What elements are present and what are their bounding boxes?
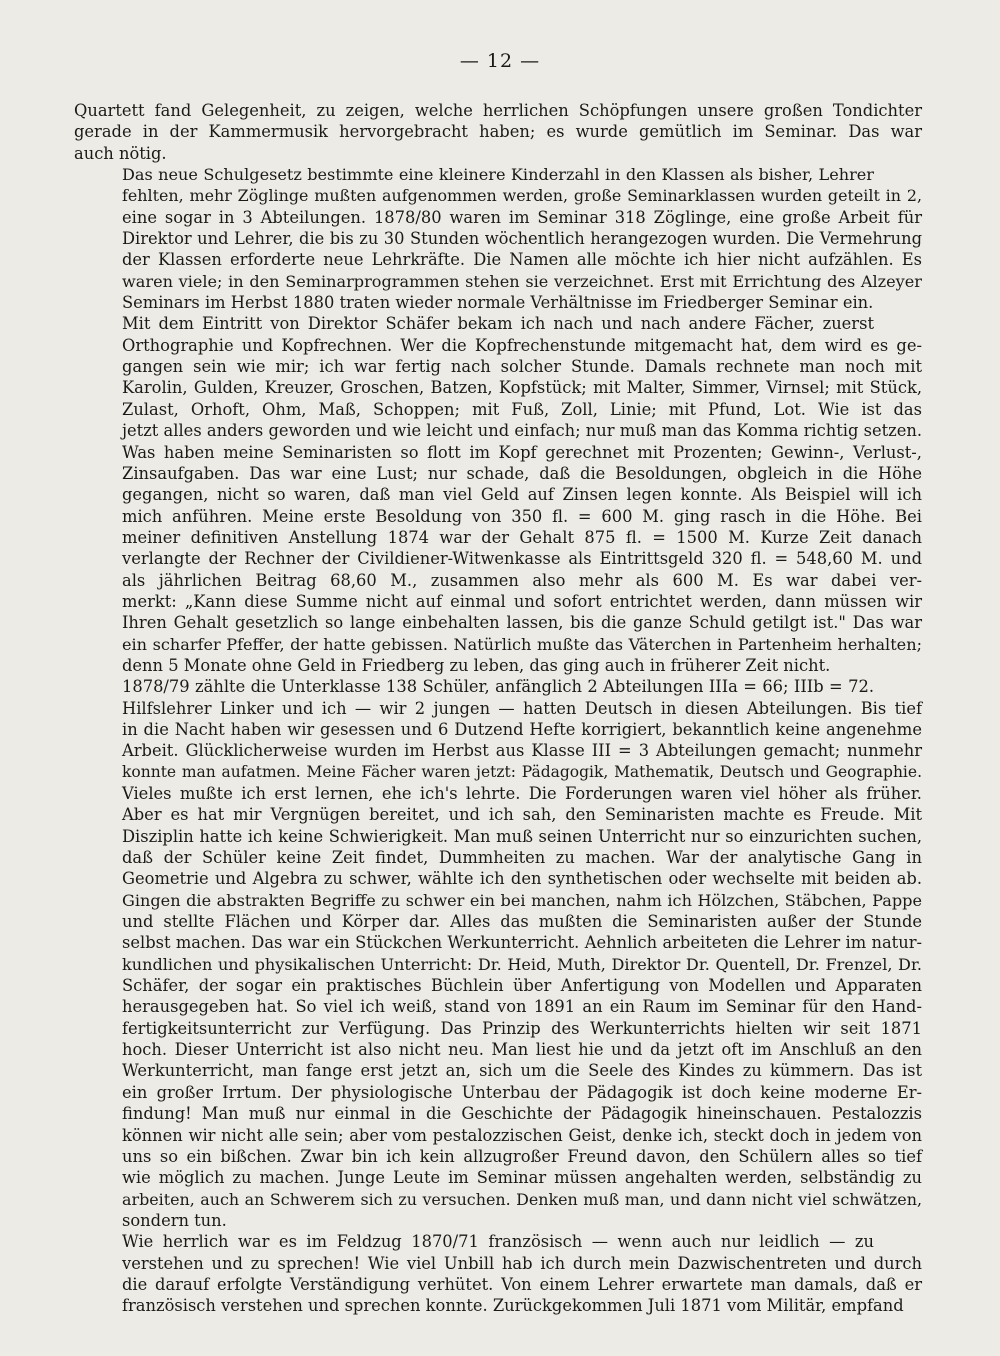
text-line: in die Nacht haben wir gesessen und 6 Dutzend Hefte korrigiert, bekanntlich keine angenehme xyxy=(122,719,922,739)
text-line: können wir nicht alle sein; aber vom pestalozzischen Geist, denke ich, steckt doch in jedem von xyxy=(122,1125,922,1145)
text-line: meiner definitiven Anstellung 1874 war der Gehalt 875 fl. = 1500 M. Kurze Zeit danach xyxy=(122,527,922,547)
text-line: Karolin, Gulden, Kreuzer, Groschen, Batzen, Kopfstück; mit Malter, Simmer, Virnsel; mit Stück, xyxy=(122,378,922,398)
text-line: selbst machen. Das war ein Stückchen Werkunterricht. Aehnlich arbeiteten die Lehrer im natur- xyxy=(122,933,922,953)
text-line: Aber es hat mir Vergnügen bereitet, und ich sah, den Seminaristen machte es Freude. Mit xyxy=(122,805,922,825)
text-line: jetzt alles anders geworden und wie leicht und einfach; nur muß man das Komma richtig setzen. xyxy=(122,421,922,441)
text-line: Hilfslehrer Linker und ich — wir 2 jungen — hatten Deutsch in diesen Abteilungen. Bis tief xyxy=(122,698,922,718)
paragraph xyxy=(74,1231,922,1316)
text-line: Wie herrlich war es im Feldzug 1870/71 französisch — wenn auch nur leidlich — zu xyxy=(122,1232,874,1252)
text-line: ein scharfer Pfeffer, der hatte gebissen. Natürlich mußte das Väterchen in Partenheim herhalten; xyxy=(122,634,922,654)
text-line: wie möglich zu machen. Junge Leute im Seminar müssen angehalten werden, selbständig zu xyxy=(122,1168,922,1188)
paragraph xyxy=(74,313,922,676)
text-line: auch nötig. xyxy=(74,143,167,163)
text-line: verlangte der Rechner der Civildiener-Witwenkasse als Eintrittsgeld 320 fl. = 548,60 M. und xyxy=(122,549,922,569)
text-line: eine sogar in 3 Abteilungen. 1878/80 waren im Seminar 318 Zöglinge, eine große Arbeit für xyxy=(122,207,922,227)
text-line: Mit dem Eintritt von Direktor Schäfer bekam ich nach und nach andere Fächer, zuerst xyxy=(122,314,874,334)
text-line: merkt: „Kann diese Summe nicht auf einmal und sofort entrichtet werden, dann müssen wir xyxy=(122,591,922,611)
paragraph xyxy=(74,676,922,1231)
text-line: mich anführen. Meine erste Besoldung von 350 fl. = 600 M. ging rasch in die Höhe. Bei xyxy=(122,506,922,526)
text-line: Zinsaufgaben. Das war eine Lust; nur schade, daß die Besoldungen, obgleich in die Höhe xyxy=(122,463,922,483)
text-line: arbeiten, auch an Schwerem sich zu versuchen. Denken muß man, und dann nicht viel schwätzen, xyxy=(122,1189,922,1209)
page-number: — 12 — xyxy=(459,50,541,72)
text-line: gegangen, nicht so waren, daß man viel Geld auf Zinsen legen konnte. Als Beispiel will ich xyxy=(122,485,922,505)
text-line: fehlten, mehr Zöglinge mußten aufgenommen werden, große Seminarklassen wurden geteilt in 2, xyxy=(122,186,922,206)
text-line: französisch verstehen und sprechen konnte. Zurückgekommen Juli 1871 vom Militär, empfand xyxy=(122,1296,904,1316)
text-line: Arbeit. Glücklicherweise wurden im Herbst aus Klasse III = 3 Abteilungen gemacht; nunmehr xyxy=(122,741,922,761)
text-line: als jährlichen Beitrag 68,60 M., zusammen also mehr als 600 M. Es war dabei ver- xyxy=(122,570,922,590)
text-line: gangen sein wie mir; ich war fertig nach solcher Stunde. Damals rechnete man noch mit xyxy=(122,357,922,377)
text-line: Werkunterricht, man fange erst jetzt an, sich um die Seele des Kindes zu kümmern. Das ist xyxy=(122,1061,922,1081)
text-line: denn 5 Monate ohne Geld in Friedberg zu leben, das ging auch in früherer Zeit nicht. xyxy=(122,655,831,675)
text-line: Schäfer, der sogar ein praktisches Büchlein über Anfertigung von Modellen und Apparaten xyxy=(122,976,922,996)
text-line: Seminars im Herbst 1880 traten wieder normale Verhältnisse im Friedberger Seminar ein. xyxy=(122,293,874,313)
text-line: 1878/79 zählte die Unterklasse 138 Schüler, anfänglich 2 Abteilungen IIIa = 66; IIIb = 72. xyxy=(122,677,874,697)
text-line: daß der Schüler keine Zeit findet, Dummheiten zu machen. War der analytische Gang in xyxy=(122,848,922,868)
paragraph xyxy=(74,164,922,313)
text-line: sondern tun. xyxy=(122,1210,227,1230)
text-line: kundlichen und physikalischen Unterricht: Dr. Heid, Muth, Direktor Dr. Quentell, Dr. Frenzel, Dr. xyxy=(122,954,922,974)
text-line: Das neue Schulgesetz bestimmte eine kleinere Kinderzahl in den Klassen als bisher, Lehrer xyxy=(122,165,874,185)
text-line: Gingen die abstrakten Begriffe zu schwer ein bei manchen, nahm ich Hölzchen, Stäbchen, Pappe xyxy=(122,890,922,910)
text-line: Disziplin hatte ich keine Schwierigkeit. Man muß seinen Unterricht nur so einzurichten suchen, xyxy=(122,826,922,846)
text-line: waren viele; in den Seminarprogrammen stehen sie verzeichnet. Erst mit Errichtung des Alzeyer xyxy=(122,271,922,291)
text-line: Orthographie und Kopfrechnen. Wer die Kopfrechenstunde mitgemacht hat, dem wird es ge- xyxy=(122,335,922,355)
text-line: der Klassen erforderte neue Lehrkräfte. Die Namen alle möchte ich hier nicht aufzählen. Es xyxy=(122,250,922,270)
text-line: gerade in der Kammermusik hervorgebracht haben; es wurde gemütlich im Seminar. Das war xyxy=(74,122,922,142)
body-text xyxy=(74,100,922,1317)
text-line: Direktor und Lehrer, die bis zu 30 Stunden wöchentlich herangezogen wurden. Die Vermehrung xyxy=(122,229,922,249)
text-line: Zulast, Orhoft, Ohm, Maß, Schoppen; mit Fuß, Zoll, Linie; mit Pfund, Lot. Wie ist das xyxy=(122,399,922,419)
text-line: fertigkeitsunterricht zur Verfügung. Das Prinzip des Werkunterrichts hielten wir seit 1871 xyxy=(122,1018,922,1038)
text-line: Ihren Gehalt gesetzlich so lange einbehalten lassen, bis die ganze Schuld getilgt ist." Das war xyxy=(122,613,922,633)
text-line: die darauf erfolgte Verständigung verhütet. Von einem Lehrer erwartete man damals, daß er xyxy=(122,1274,922,1294)
text-line: Geometrie und Algebra zu schwer, wählte ich den synthetischen oder wechselte mit beiden ab. xyxy=(122,869,922,889)
paragraph xyxy=(74,100,922,164)
text-line: hoch. Dieser Unterricht ist also nicht neu. Man liest hie und da jetzt oft im Anschluß an den xyxy=(122,1040,922,1060)
text-line: Quartett fand Gelegenheit, zu zeigen, welche herrlichen Schöpfungen unsere großen Tondichter xyxy=(74,101,922,120)
text-line: und stellte Flächen und Körper dar. Alles das mußten die Seminaristen außer der Stunde xyxy=(122,912,922,932)
text-line: herausgegeben hat. So viel ich weiß, stand von 1891 an ein Raum im Seminar für den Hand- xyxy=(122,997,922,1017)
text-line: konnte man aufatmen. Meine Fächer waren jetzt: Pädagogik, Mathematik, Deutsch und Geographie. xyxy=(122,762,922,781)
text-line: Vieles mußte ich erst lernen, ehe ich's lehrte. Die Forderungen waren viel höher als früher. xyxy=(122,784,922,803)
text-line: findung! Man muß nur einmal in die Geschichte der Pädagogik hineinschauen. Pestalozzis xyxy=(122,1104,922,1124)
text-line: verstehen und zu sprechen! Wie viel Unbill hab ich durch mein Dazwischentreten und durch xyxy=(122,1253,922,1273)
text-line: Was haben meine Seminaristen so flott im Kopf gerechnet mit Prozenten; Gewinn-, Verlust-, xyxy=(122,442,922,462)
text-line: uns so ein bißchen. Zwar bin ich kein allzugroßer Freund davon, den Schülern alles so tief xyxy=(122,1146,922,1166)
text-line: ein großer Irrtum. Der physiologische Unterbau der Pädagogik ist doch keine moderne Er- xyxy=(122,1082,922,1102)
